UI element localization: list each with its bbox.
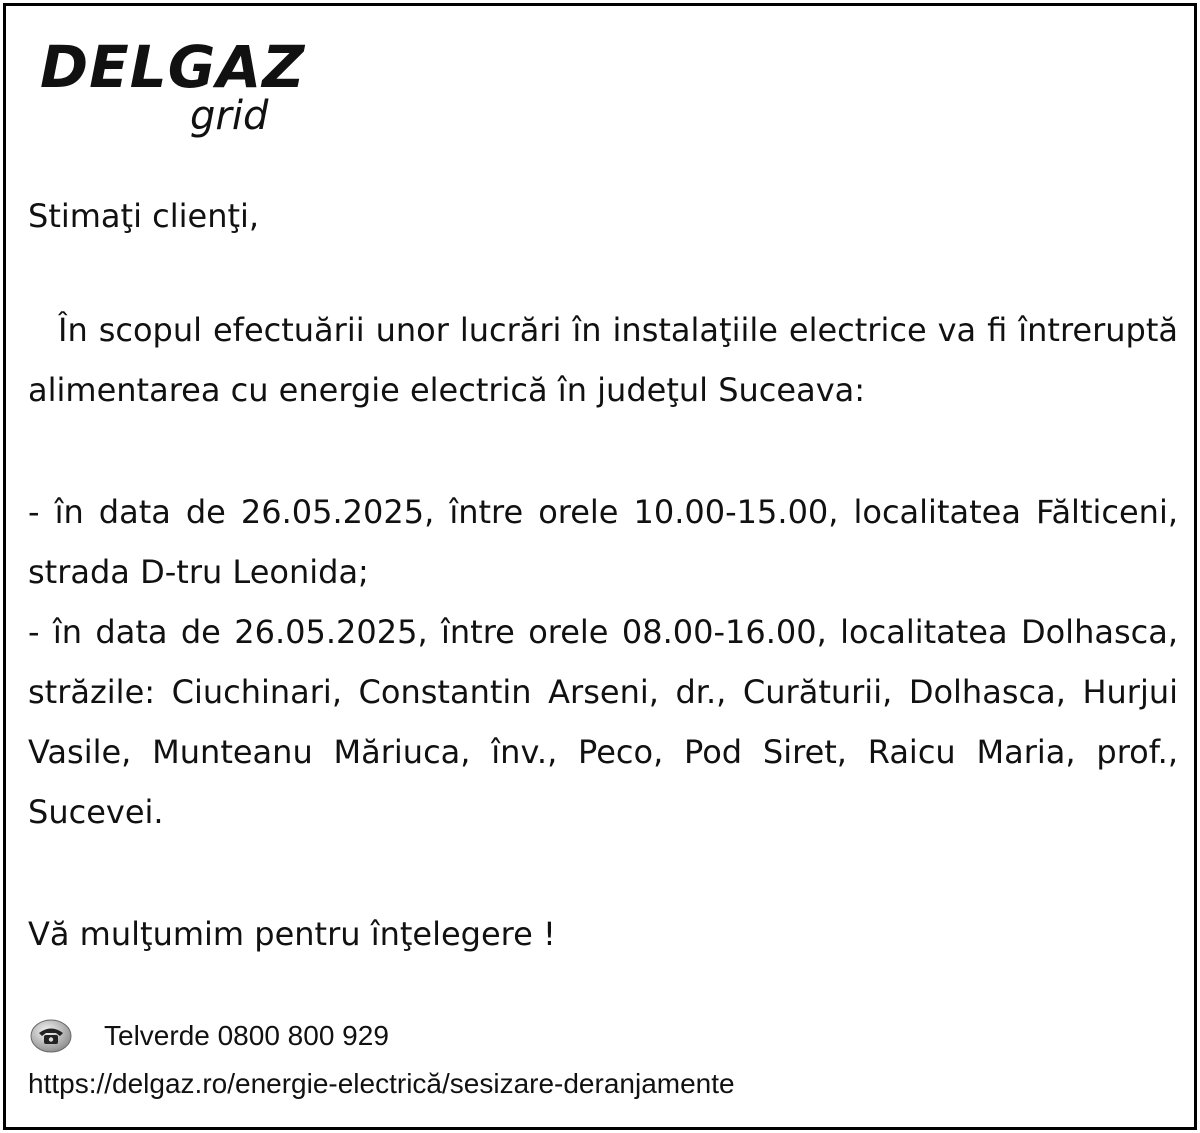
greeting: Stimaţi clienţi, — [28, 197, 260, 235]
intro-paragraph: În scopul efectuării unor lucrări în instalaţiile electrice va fi întreruptă alimentarea cu energie electrică în judeţul Suceava: — [28, 311, 1178, 409]
notice-frame — [3, 3, 1197, 1130]
delgaz-grid-logo — [40, 33, 310, 148]
website-link[interactable]: https://delgaz.ro/energie-electrică/sesizare-deranjamente — [28, 1068, 735, 1099]
phone-row — [30, 1016, 730, 1056]
logo-sub: grid — [190, 93, 269, 139]
outage-item: - în data de 26.05.2025, între orele 08.00-16.00, localitatea Dolhasca, străzile: Ciuchinari, Constantin Arseni, dr., Curăturii, Dolhasca, Hurjui Vasile, Munteanu Măriuca, înv., Peco, Pod Siret, Raicu Maria, prof., Sucevei. — [28, 613, 1178, 831]
thanks-line: Vă mulţumim pentru înţelegere ! — [28, 915, 556, 953]
phone-icon — [30, 1018, 72, 1054]
outage-item: - în data de 26.05.2025, între orele 10.00-15.00, localitatea Fălticeni, strada D-tru Leonida; — [28, 493, 1178, 591]
logo-brand: DELGAZ — [40, 33, 306, 101]
phone-number: Telverde 0800 800 929 — [104, 1020, 389, 1051]
